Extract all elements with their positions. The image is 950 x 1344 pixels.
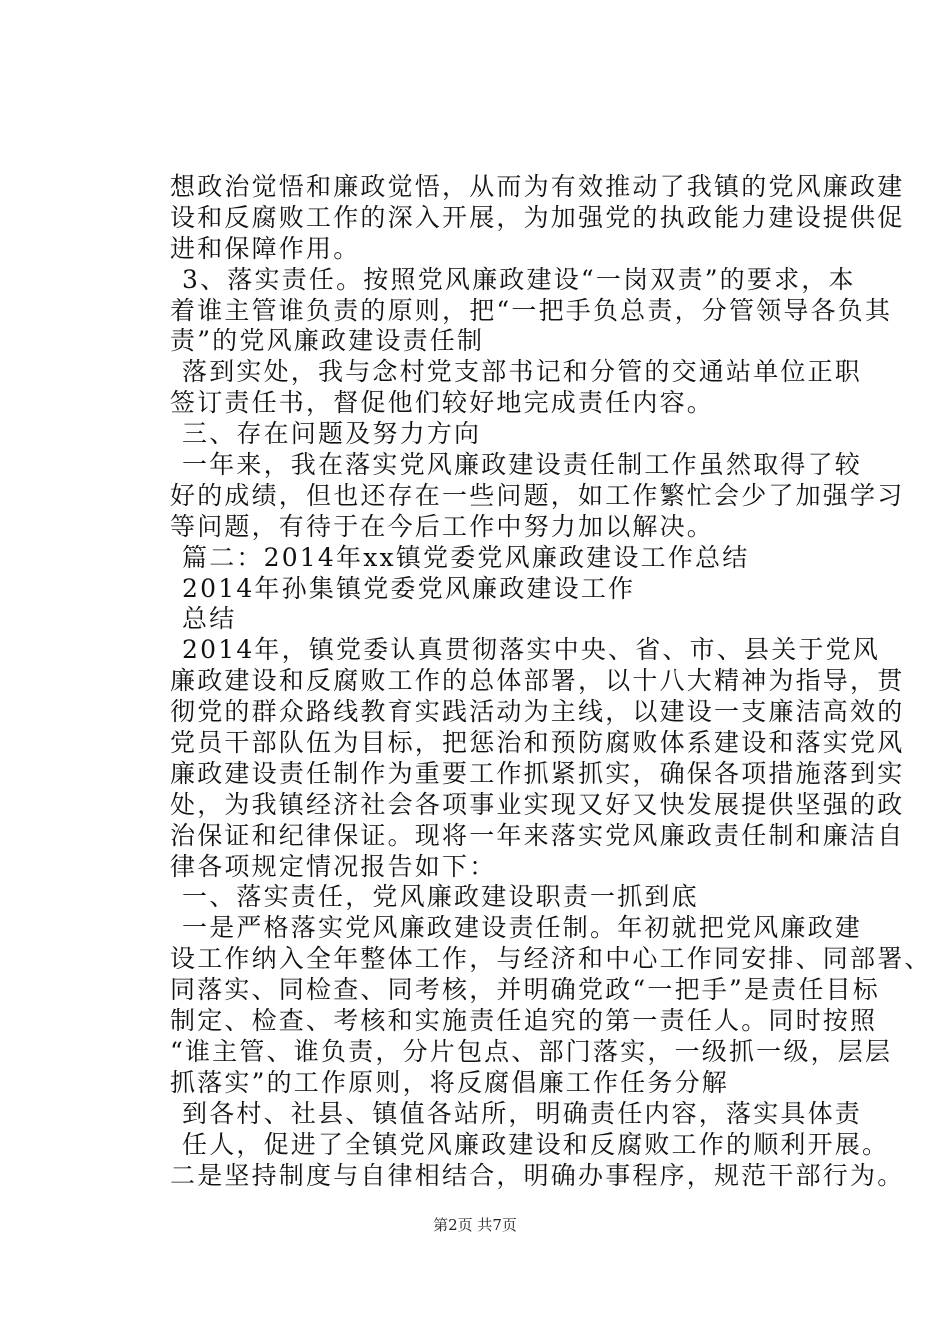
section-heading: 三、存在问题及努力方向	[182, 419, 482, 449]
text-line: 等问题，有待于在今后工作中努力加以解决。	[170, 511, 715, 541]
chapter-heading: 篇二：2014年xx镇党委党风廉政建设工作总结	[182, 542, 750, 572]
text-line: 处，为我镇经济社会各项事业实现又好又快发展提供坚强的政	[170, 789, 905, 819]
text-line: “谁主管、谁负责，分片包点、部门落实，一级抓一级，层层	[170, 1036, 893, 1066]
text-line: 着谁主管谁负责的原则，把“一把手负总责，分管领导各负其	[170, 295, 893, 325]
section-heading: 一、落实责任，党风廉政建设职责一抓到底	[182, 882, 699, 912]
text-line: 任人，促进了全镇党风廉政建设和反腐败工作的顺利开展。	[182, 1129, 890, 1159]
text-line: 一年来，我在落实党风廉政建设责任制工作虽然取得了较	[182, 450, 863, 480]
text-line: 制定、检查、考核和实施责任追究的第一责任人。同时按照	[170, 1006, 878, 1036]
text-line: 落到实处，我与念村党支部书记和分管的交通站单位正职	[182, 357, 863, 387]
text-line: 律各项规定情况报告如下：	[170, 851, 497, 881]
text-line: 好的成绩，但也还存在一些问题，如工作繁忙会少了加强学习	[170, 480, 905, 510]
text-line: 同落实、同检查、同考核，并明确党政“一把手”是责任目标	[170, 975, 880, 1005]
text-line: 党员干部队伍为目标，把惩治和预防腐败体系建设和落实党风	[170, 728, 905, 758]
text-line: 抓落实”的工作原则，将反腐倡廉工作任务分解	[170, 1067, 729, 1097]
text-line: 一是严格落实党风廉政建设责任制。年初就把党风廉政建	[182, 913, 863, 943]
text-line: 到各村、社县、镇值各站所，明确责任内容，落实具体责	[182, 1098, 863, 1128]
text-line: 廉政建设责任制作为重要工作抓紧抓实，确保各项措施落到实	[170, 758, 905, 788]
text-line: 二是坚持制度与自律相结合，明确办事程序，规范干部行为。	[170, 1160, 905, 1190]
body-text	[170, 172, 932, 1191]
text-line: 签订责任书，督促他们较好地完成责任内容。	[170, 388, 715, 418]
text-line: 3、落实责任。按照党风廉政建设“一岗双责”的要求，本	[182, 264, 856, 294]
document-title: 2014年孙集镇党委党风廉政建设工作	[182, 573, 636, 603]
text-line: 廉政建设和反腐败工作的总体部署，以十八大精神为指导，贯	[170, 666, 905, 696]
text-line: 彻党的群众路线教育实践活动为主线，以建设一支廉洁高效的	[170, 697, 905, 727]
text-line: 进和保障作用。	[170, 233, 361, 263]
text-line: 2014年，镇党委认真贯彻落实中央、省、市、县关于党风	[182, 635, 881, 665]
text-line: 治保证和纪律保证。现将一年来落实党风廉政责任制和廉洁自	[170, 820, 905, 850]
text-line: 想政治觉悟和廉政觉悟，从而为有效推动了我镇的党风廉政建	[170, 172, 905, 201]
text-line: 责”的党风廉政建设责任制	[170, 326, 485, 356]
text-line: 设工作纳入全年整体工作，与经济和中心工作同安排、同部署、	[170, 944, 932, 974]
page-number: 第2页 共7页	[433, 1216, 517, 1234]
document-title: 总结	[182, 604, 237, 634]
text-line: 设和反腐败工作的深入开展，为加强党的执政能力建设提供促	[170, 202, 905, 232]
